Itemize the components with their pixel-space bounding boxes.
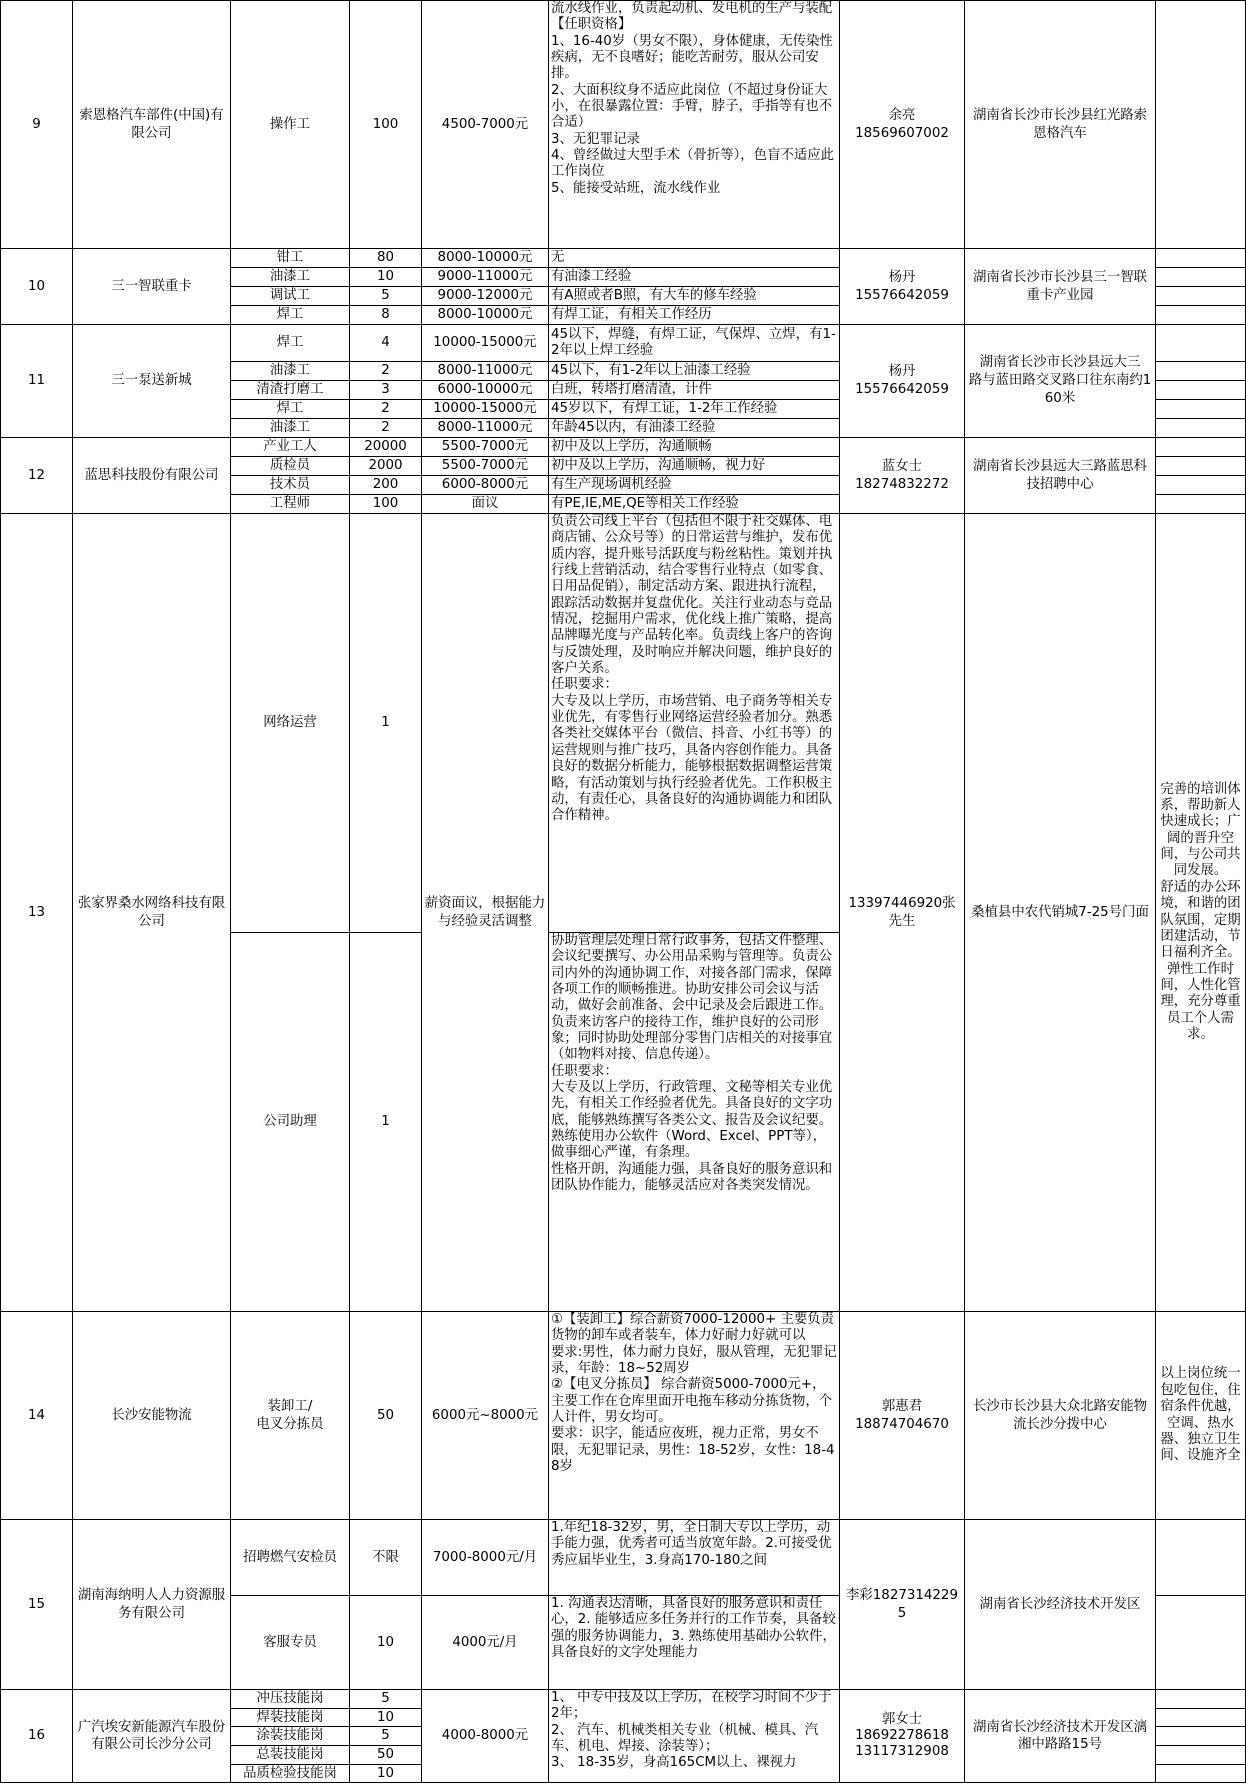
job-title: 品质检验技能岗	[231, 1764, 350, 1783]
table-row	[1, 1312, 1246, 1520]
job-title: 产业工人	[231, 438, 350, 457]
job-requirements: 1. 沟通表达清晰，具备良好的服务意识和责任心，2. 能够适应多任务并行的工作节奏，具备较强的服务协调能力，3. 熟练使用基础办公软件，具备良好的文字处理能力	[549, 1596, 840, 1690]
company-name: 蓝思科技股份有限公司	[73, 438, 231, 514]
company-name: 张家界桑水网络科技有限公司	[73, 514, 231, 1312]
job-requirements: 45以下，有1-2年以上油漆工经验	[549, 362, 840, 381]
table-row	[1, 1, 1246, 249]
job-title: 油漆工	[231, 362, 350, 381]
row-number: 10	[1, 249, 73, 325]
company-name: 三一泵送新城	[73, 325, 231, 438]
work-address: 湖南省长沙县远大三路蓝思科技招聘中心	[965, 438, 1156, 514]
benefits	[1156, 495, 1246, 514]
row-number: 14	[1, 1312, 73, 1520]
benefits	[1156, 381, 1246, 400]
job-title: 调试工	[231, 287, 350, 306]
benefits	[1156, 400, 1246, 419]
row-number: 13	[1, 514, 73, 1312]
job-count: 80	[350, 249, 422, 268]
row-number: 16	[1, 1690, 73, 1783]
work-address: 湖南省长沙经济技术开发区漓湘中路路15号	[965, 1690, 1156, 1783]
job-count: 5	[350, 1690, 422, 1709]
contact-info: 李彩18273142295	[840, 1520, 965, 1690]
job-requirements: 1.年纪18-32岁，男，全日制大专以上学历，动手能力强，优秀者可适当放宽年龄。2.可接受优秀应届毕业生，3.身高170-180之间	[549, 1520, 840, 1596]
job-count: 2	[350, 400, 422, 419]
job-count: 100	[350, 495, 422, 514]
job-requirements: 无	[549, 249, 840, 268]
benefits	[1156, 1746, 1246, 1765]
job-title: 总装技能岗	[231, 1746, 350, 1765]
job-requirements: 有生产现场调机经验	[549, 476, 840, 495]
job-count: 2000	[350, 457, 422, 476]
job-count: 8	[350, 306, 422, 325]
job-title: 涂装技能岗	[231, 1727, 350, 1746]
benefits	[1156, 1, 1246, 249]
job-salary: 8000-11000元	[422, 419, 549, 438]
benefits	[1156, 1520, 1246, 1596]
job-count: 3	[350, 381, 422, 400]
benefits	[1156, 1708, 1246, 1727]
job-title: 质检员	[231, 457, 350, 476]
contact-info: 郭女士 18692278618 13117312908	[840, 1690, 965, 1783]
job-title: 公司助理	[231, 933, 350, 1312]
company-name: 索恩格汽车部件(中国)有限公司	[73, 1, 231, 249]
job-requirements: 有焊工证，有相关工作经历	[549, 306, 840, 325]
job-count: 1	[350, 514, 422, 933]
job-salary: 7000-8000元/月	[422, 1520, 549, 1596]
company-name: 广汽埃安新能源汽车股份有限公司长沙分公司	[73, 1690, 231, 1783]
job-count: 不限	[350, 1520, 422, 1596]
benefits	[1156, 287, 1246, 306]
contact-info: 13397446920张先生	[840, 514, 965, 1312]
job-salary: 面议	[422, 495, 549, 514]
benefits: 以上岗位统一包吃包住，住宿条件优越，空调、热水器、独立卫生间、设施齐全	[1156, 1312, 1246, 1520]
job-salary: 6000元~8000元	[422, 1312, 549, 1520]
job-salary: 6000-10000元	[422, 381, 549, 400]
job-count: 50	[350, 1746, 422, 1765]
job-title: 焊工	[231, 306, 350, 325]
job-count: 20000	[350, 438, 422, 457]
job-title: 油漆工	[231, 419, 350, 438]
job-salary: 9000-11000元	[422, 268, 549, 287]
job-title: 油漆工	[231, 268, 350, 287]
job-count: 10	[350, 1596, 422, 1690]
job-title: 清渣打磨工	[231, 381, 350, 400]
contact-info: 蓝女士 18274832272	[840, 438, 965, 514]
job-count: 200	[350, 476, 422, 495]
benefits	[1156, 419, 1246, 438]
work-address: 湖南省长沙市长沙县三一智联重卡产业园	[965, 249, 1156, 325]
job-salary: 薪资面议，根据能力与经验灵活调整	[422, 514, 549, 1312]
work-address: 湖南省长沙市长沙县红光路索恩格汽车	[965, 1, 1156, 249]
benefits: 完善的培训体系，帮助新人快速成长；广阔的晋升空间，与公司共同发展。 舒适的办公环境，和谐的团队氛围，定期团建活动，节日福利齐全。 弹性工作时间，人性化管理，充分尊重员工个人需求。	[1156, 514, 1246, 1312]
job-count: 10	[350, 1764, 422, 1783]
job-requirements: ①【装卸工】综合薪资7000-12000+ 主要负责货物的卸车或者装车，体力好耐力好就可以 要求:男性，体力耐力良好，服从管理，无犯罪记录，年龄：18~52周岁 ②【电叉分拣员】 综合薪资5000-7000元+，主要工作在仓库里面开电拖车移动分拣货物，个人计件，男女均可。 要求：识字，能适应夜班，视力正常，男女不限，无犯罪记录，男性：18-52岁，女性：18-48岁	[549, 1312, 840, 1520]
job-requirements: 有A照或者B照，有大车的修车经验	[549, 287, 840, 306]
job-title: 焊工	[231, 325, 350, 362]
job-title: 网络运营	[231, 514, 350, 933]
table-row	[1, 1690, 1246, 1709]
job-salary: 5500-7000元	[422, 438, 549, 457]
company-name: 湖南海纳明人人力资源服务有限公司	[73, 1520, 231, 1690]
contact-info: 杨丹 15576642059	[840, 249, 965, 325]
work-address: 长沙市长沙县大众北路安能物流长沙分拨中心	[965, 1312, 1156, 1520]
job-count: 10	[350, 268, 422, 287]
job-requirements: 协助管理层处理日常行政事务，包括文件整理、会议纪要撰写、办公用品采购与管理等。负责公司内外的沟通协调工作，对接各部门需求，保障各项工作的顺畅推进。协助安排公司会议与活动，做好会前准备、会中记录及会后跟进工作。负责来访客户的接待工作，维护良好的公司形象；同时协助处理部分零售门店相关的对接事宜（如物料对接、信息传递）。 任职要求： 大专及以上学历，行政管理、文秘等相关专业优先，有相关工作经验者优先。具备良好的文字功底，能够熟练撰写各类公文、报告及会议纪要。 熟练使用办公软件（Word、Excel、PPT等），做事细心严谨，有条理。 性格开朗，沟通能力强，具备良好的服务意识和团队协作能力，能够灵活应对各类突发情况。	[549, 933, 840, 1312]
job-title: 工程师	[231, 495, 350, 514]
benefits	[1156, 362, 1246, 381]
table-row	[1, 438, 1246, 457]
job-title: 装卸工/ 电叉分拣员	[231, 1312, 350, 1520]
job-count: 5	[350, 287, 422, 306]
benefits	[1156, 306, 1246, 325]
benefits	[1156, 1727, 1246, 1746]
job-requirements: 年龄45以内，有油漆工经验	[549, 419, 840, 438]
benefits	[1156, 1596, 1246, 1690]
job-count: 100	[350, 1, 422, 249]
job-requirements: 初中及以上学历，沟通顺畅，视力好	[549, 457, 840, 476]
job-title: 冲压技能岗	[231, 1690, 350, 1709]
job-salary: 6000-8000元	[422, 476, 549, 495]
job-requirements: 45以下，焊缝，有焊工证，气保焊、立焊，有1-2年以上焊工经验	[549, 325, 840, 362]
job-requirements: 有油漆工经验	[549, 268, 840, 287]
job-requirements: 白班，转塔打磨清渣，计件	[549, 381, 840, 400]
job-salary: 9000-12000元	[422, 287, 549, 306]
benefits	[1156, 268, 1246, 287]
table-row	[1, 514, 1246, 933]
job-title: 焊工	[231, 400, 350, 419]
job-requirements: 1、 中专中技及以上学历，在校学习时间不少于2年； 2、 汽车、机械类相关专业（机械、模具、汽车、机电、焊接、涂装等）； 3、 18-35岁，身高165CM以上、裸视力	[549, 1690, 840, 1783]
row-number: 9	[1, 1, 73, 249]
job-title: 招聘燃气安检员	[231, 1520, 350, 1596]
job-count: 50	[350, 1312, 422, 1520]
job-title: 操作工	[231, 1, 350, 249]
contact-info: 郭惠君 18874704670	[840, 1312, 965, 1520]
benefits	[1156, 457, 1246, 476]
benefits	[1156, 249, 1246, 268]
benefits	[1156, 438, 1246, 457]
job-salary: 5500-7000元	[422, 457, 549, 476]
row-number: 11	[1, 325, 73, 438]
work-address: 桑植县中农代销城7-25号门面	[965, 514, 1156, 1312]
job-salary: 8000-10000元	[422, 249, 549, 268]
job-salary: 4000元/月	[422, 1596, 549, 1690]
job-count: 1	[350, 933, 422, 1312]
job-requirements: 流水线作业，负责起动机、发电机的生产与装配 【任职资格】 1、16-40岁（男女不限），身体健康，无传染性疾病，无不良嗜好；能吃苦耐劳，服从公司安排。 2、大面积纹身不适应此岗位（不超过身份证大小，在很暴露位置：手臂，脖子，手指等有也不合适） 3、无犯罪记录 4、曾经做过大型手术（骨折等），色盲不适应此工作岗位 5、能接受站班，流水线作业	[549, 1, 840, 249]
job-salary: 8000-10000元	[422, 306, 549, 325]
benefits	[1156, 476, 1246, 495]
company-name: 长沙安能物流	[73, 1312, 231, 1520]
job-count: 2	[350, 419, 422, 438]
job-requirements: 负责公司线上平台（包括但不限于社交媒体、电商店铺、公众号等）的日常运营与维护，发布优质内容，提升账号活跃度与粉丝粘性。策划并执行线上营销活动，结合零售行业特点（如零食、日用品促销），制定活动方案、跟进执行流程，跟踪活动数据并复盘优化。关注行业动态与竞品情况，挖掘用户需求，优化线上推广策略，提高品牌曝光度与产品转化率。负责线上客户的咨询与反馈处理，及时响应并解决问题，维护良好的客户关系。 任职要求： 大专及以上学历，市场营销、电子商务等相关专业优先，有零售行业网络运营经验者加分。熟悉各类社交媒体平台（微信、抖音、小红书等）的运营规则与推广技巧，具备内容创作能力。具备良好的数据分析能力，能够根据数据调整运营策略，有活动策划与执行经验者优先。工作积极主动，有责任心，具备良好的沟通协调能力和团队合作精神。	[549, 514, 840, 933]
company-name: 三一智联重卡	[73, 249, 231, 325]
job-title: 焊装技能岗	[231, 1708, 350, 1727]
table-row	[1, 1520, 1246, 1596]
job-salary: 8000-11000元	[422, 362, 549, 381]
job-requirements: 初中及以上学历，沟通顺畅	[549, 438, 840, 457]
job-count: 2	[350, 362, 422, 381]
work-address: 湖南省长沙经济技术开发区	[965, 1520, 1156, 1690]
job-title: 技术员	[231, 476, 350, 495]
job-salary: 4000-8000元	[422, 1690, 549, 1783]
benefits	[1156, 325, 1246, 362]
benefits	[1156, 1764, 1246, 1783]
job-salary: 10000-15000元	[422, 325, 549, 362]
job-count: 10	[350, 1708, 422, 1727]
job-title: 客服专员	[231, 1596, 350, 1690]
row-number: 12	[1, 438, 73, 514]
benefits	[1156, 1690, 1246, 1709]
row-number: 15	[1, 1520, 73, 1690]
contact-info: 余亮 18569607002	[840, 1, 965, 249]
job-requirements: 有PE,IE,ME,QE等相关工作经验	[549, 495, 840, 514]
job-salary: 4500-7000元	[422, 1, 549, 249]
contact-info: 杨丹 15576642059	[840, 325, 965, 438]
job-count: 5	[350, 1727, 422, 1746]
job-title: 钳工	[231, 249, 350, 268]
job-requirements: 45岁以下，有焊工证，1-2年工作经验	[549, 400, 840, 419]
job-count: 4	[350, 325, 422, 362]
job-salary: 10000-15000元	[422, 400, 549, 419]
table-row	[1, 249, 1246, 268]
table-row	[1, 325, 1246, 362]
work-address: 湖南省长沙市长沙县远大三 路与蓝田路交叉路口往东南约160米	[965, 325, 1156, 438]
